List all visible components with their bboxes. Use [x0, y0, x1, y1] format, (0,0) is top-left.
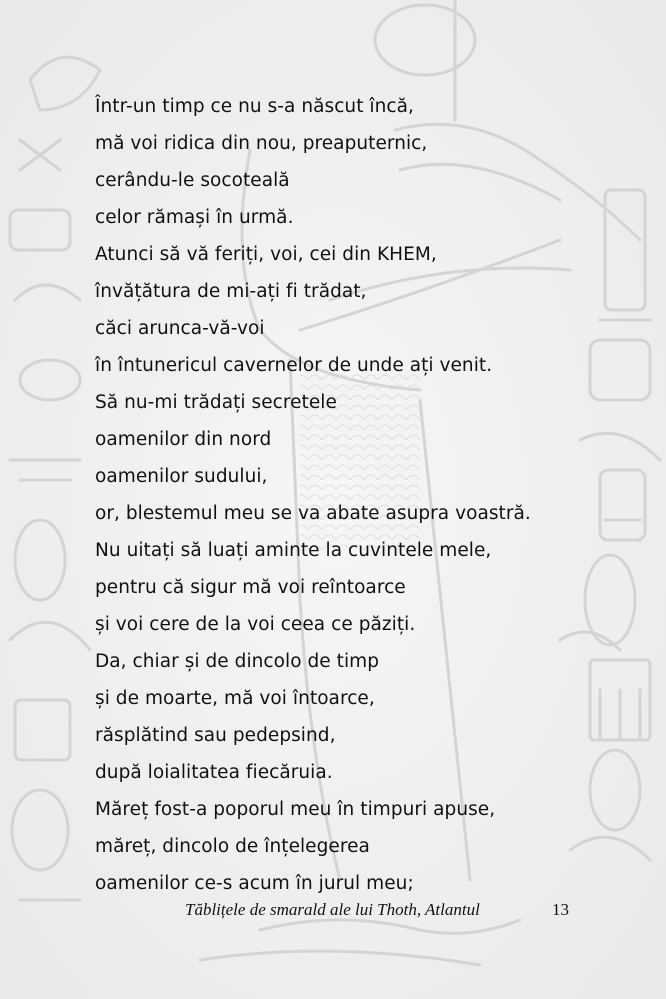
poem-line: mă voi ridica din nou, preaputernic,	[95, 133, 428, 154]
poem-line: pentru că sigur mă voi reîntoarce	[95, 577, 406, 598]
poem-line: după loialitatea fiecăruia.	[95, 762, 333, 783]
poem-line: oamenilor din nord	[95, 429, 272, 450]
poem-line: oamenilor sudului,	[95, 466, 268, 487]
poem-line: în întunericul cavernelor de unde ați venit.	[95, 355, 493, 376]
poem-line: măreț, dincolo de înțelegerea	[95, 836, 370, 857]
running-footer-book-title: Tăblițele de smarald ale lui Thoth, Atlantul	[185, 900, 480, 919]
poem-line: și voi cere de la voi ceea ce păziți.	[95, 614, 416, 635]
poem-line: Să nu-mi trădați secretele	[95, 392, 337, 413]
poem-line: Măreț fost-a poporul meu în timpuri apuse,	[95, 799, 496, 820]
poem-line: și de moarte, mă voi întoarce,	[95, 688, 375, 709]
poem-line: cerându-le socoteală	[95, 170, 290, 191]
poem-line: Da, chiar și de dincolo de timp	[95, 651, 380, 672]
poem-line: celor rămași în urmă.	[95, 207, 294, 228]
page-number: 13	[552, 900, 569, 919]
poem-line: or, blestemul meu se va abate asupra voastră.	[95, 503, 531, 524]
poem-line: Într-un timp ce nu s-a născut încă,	[95, 96, 414, 117]
poem-line: oamenilor ce-s acum în jurul meu;	[95, 873, 414, 894]
poem-line: Nu uitați să luați aminte la cuvintele mele,	[95, 540, 492, 561]
poem-line: învățătura de mi-ați fi trădat,	[95, 281, 367, 302]
poem-line: Atunci să vă feriți, voi, cei din KHEM,	[95, 244, 437, 265]
poem-line: căci arunca-vă-voi	[95, 318, 265, 339]
poem-line: răsplătind sau pedepsind,	[95, 725, 336, 746]
poem-text	[95, 88, 635, 902]
